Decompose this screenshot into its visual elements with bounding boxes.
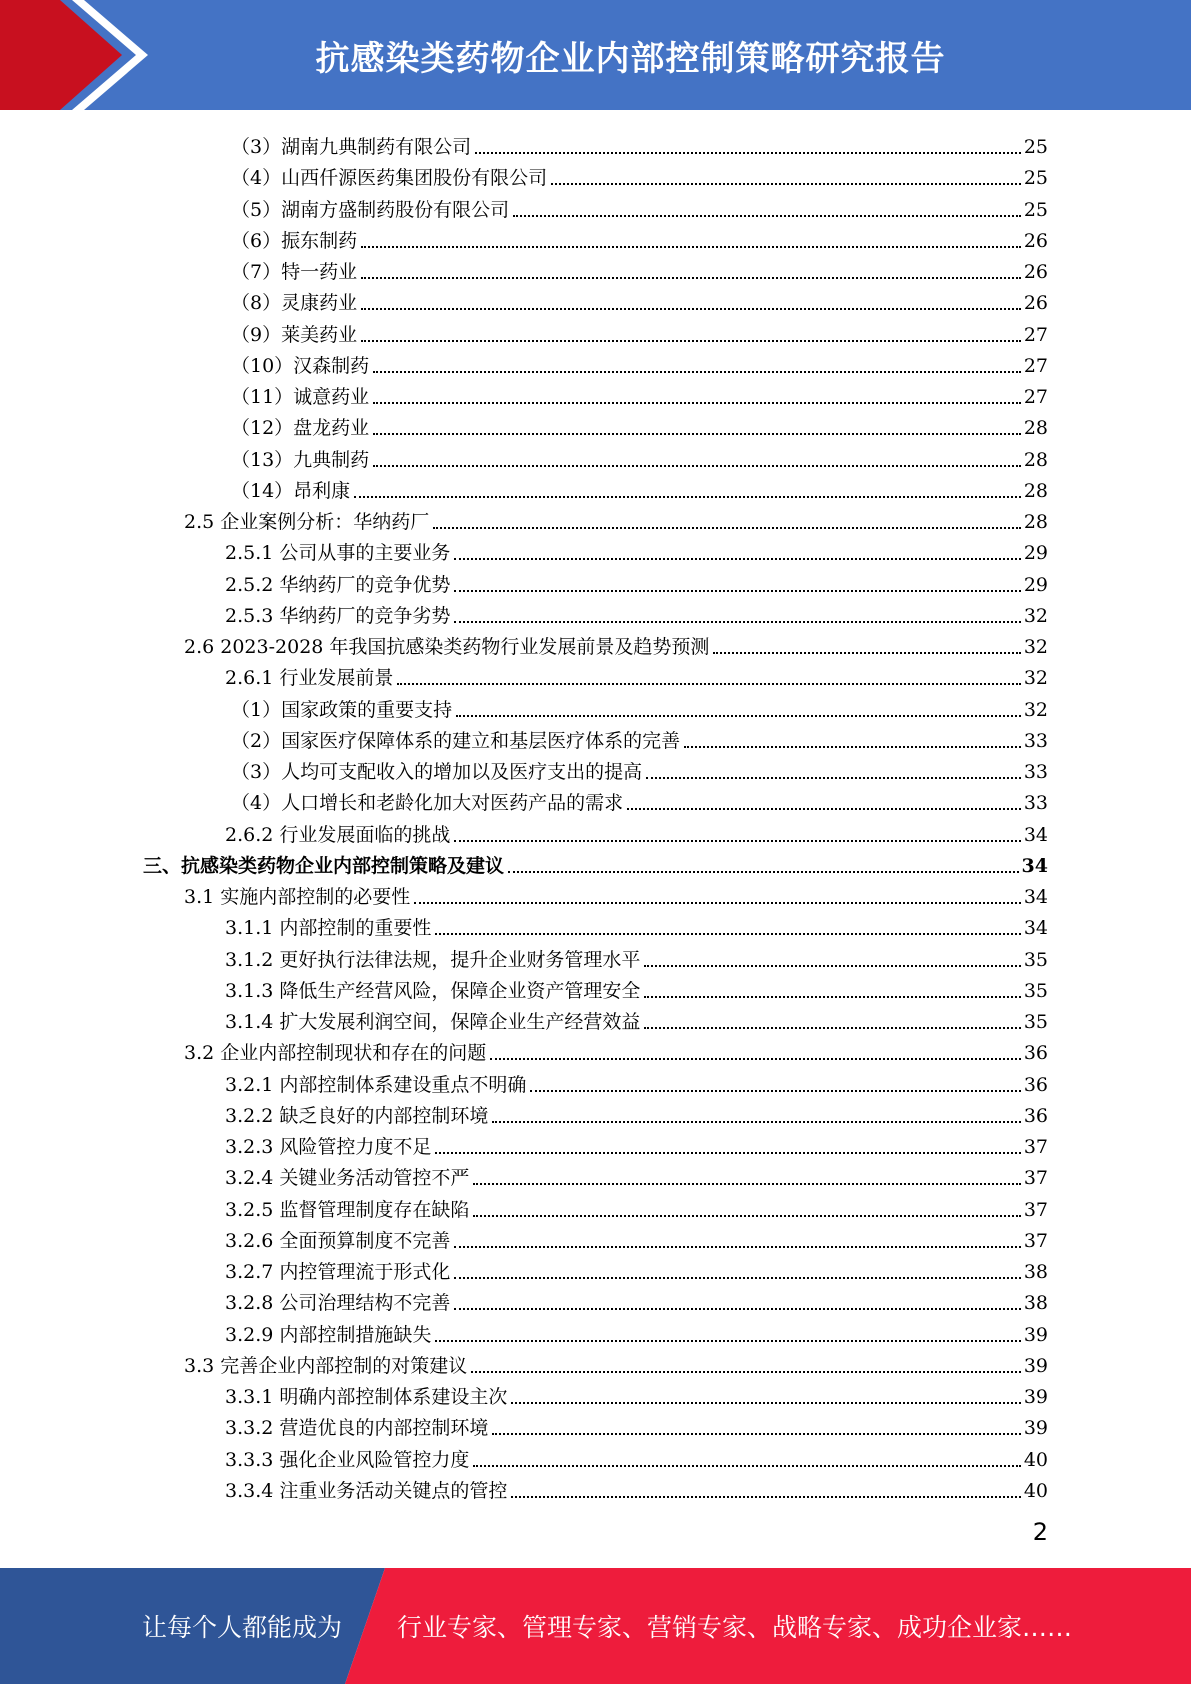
toc-entry-page: 32 [1023,667,1048,690]
toc-dot-leader [454,621,1020,623]
toc-entry[interactable] [184,1346,1048,1377]
toc-entry-page: 25 [1023,167,1048,190]
toc-entry[interactable] [231,221,1048,252]
toc-entry-page: 28 [1023,417,1048,440]
toc-entry-page: 35 [1023,948,1048,971]
toc-entry[interactable] [225,1283,1048,1314]
toc-entry-label: （10）汉森制药 [231,354,370,377]
toc-entry-label: （2）国家医疗保障体系的建立和基层医疗体系的完善 [231,729,681,752]
toc-entry-page: 38 [1023,1261,1048,1283]
toc-entry-page: 27 [1023,323,1048,346]
toc-entry-page: 27 [1023,386,1048,408]
toc-dot-leader [530,1090,1020,1092]
toc-entry[interactable] [225,1190,1048,1221]
toc-entry-label: （3）湖南九典制药有限公司 [231,136,472,158]
toc-entry-page: 26 [1023,261,1048,283]
toc-dot-leader [684,746,1021,748]
toc-entry[interactable] [225,1065,1048,1096]
toc-entry[interactable] [225,1471,1048,1502]
toc-dot-leader [644,1027,1020,1029]
toc-dot-leader [373,371,1021,373]
toc-entry-label: （13）九典制药 [231,448,370,471]
toc-entry[interactable] [184,502,1048,533]
toc-entry-label: 三、抗感染类药物企业内部控制策略及建议 [143,854,505,877]
toc-entry-page: 34 [1021,854,1048,877]
toc-entry-label: 3.2.3 风险管控力度不足 [225,1136,432,1158]
toc-entry-page: 37 [1023,1167,1048,1190]
toc-entry[interactable] [231,190,1048,221]
toc-entry-label: 3.3 完善企业内部控制的对策建议 [184,1354,468,1377]
toc-entry-page: 29 [1023,542,1048,565]
toc-entry[interactable] [225,1315,1048,1346]
toc-entry-page: 32 [1023,604,1048,627]
toc-dot-leader [433,527,1021,529]
toc-dot-leader [490,1058,1021,1060]
toc-entry-label: （11）诚意药业 [231,386,370,408]
toc-dot-leader [473,1215,1020,1217]
toc-entry-page: 33 [1023,761,1048,783]
toc-entry[interactable] [225,971,1048,1002]
toc-entry[interactable] [231,377,1048,408]
toc-entry-label: 3.2.9 内部控制措施缺失 [225,1323,432,1346]
toc-dot-leader [456,715,1021,717]
toc-entry-page: 34 [1023,917,1048,940]
toc-entry-label: 3.1 实施内部控制的必要性 [184,886,411,908]
toc-entry-label: （6）振东制药 [231,229,358,252]
toc-entry-page: 27 [1023,354,1048,377]
toc-entry-page: 37 [1023,1136,1048,1158]
chevron-arrow-icon [0,0,160,110]
toc-dot-leader [627,808,1021,810]
toc-dot-leader [454,1308,1020,1310]
toc-entry[interactable] [225,1096,1048,1127]
page-header [0,0,1191,110]
toc-entry[interactable] [225,1002,1048,1033]
toc-entry[interactable] [231,721,1048,752]
toc-entry-page: 33 [1023,792,1048,815]
toc-entry-label: 2.6.1 行业发展前景 [225,667,394,690]
toc-entry[interactable] [231,252,1048,283]
toc-entry[interactable] [225,1158,1048,1189]
toc-entry-page: 36 [1023,1042,1048,1065]
toc-dot-leader [435,933,1020,935]
toc-entry-label: 3.3.1 明确内部控制体系建设主次 [225,1386,508,1408]
toc-entry[interactable] [225,940,1048,971]
toc-entry[interactable] [231,408,1048,439]
toc-dot-leader [454,840,1020,842]
toc-entry-label: （3）人均可支配收入的增加以及医疗支出的提高 [231,761,643,783]
toc-entry-page: 39 [1023,1354,1048,1377]
toc-entry[interactable] [231,440,1048,471]
toc-entry-page: 33 [1023,729,1048,752]
toc-entry[interactable] [231,783,1048,814]
toc-dot-leader [475,152,1021,154]
toc-entry-page: 36 [1023,1104,1048,1127]
toc-entry[interactable] [231,315,1048,346]
toc-entry-label: （8）灵康药业 [231,292,358,315]
toc-entry-label: 2.5 企业案例分析：华纳药厂 [184,511,430,533]
toc-entry-label: （1）国家政策的重要支持 [231,698,453,721]
page-footer [0,1568,1191,1684]
toc-entry-label: 3.1.3 降低生产经营风险，保障企业资产管理安全 [225,979,641,1002]
toc-entry-page: 39 [1023,1417,1048,1440]
toc-entry-page: 28 [1023,511,1048,533]
toc-entry-page: 39 [1023,1323,1048,1346]
toc-entry-label: 3.2.2 缺乏良好的内部控制环境 [225,1104,489,1127]
toc-dot-leader [373,433,1021,435]
toc-dot-leader [473,1183,1020,1185]
toc-entry[interactable] [225,1377,1048,1408]
toc-dot-leader [492,1121,1020,1123]
toc-dot-leader [414,902,1021,904]
toc-dot-leader [454,1277,1020,1279]
toc-entry-label: 3.2 企业内部控制现状和存在的问题 [184,1042,487,1065]
toc-dot-leader [361,340,1021,342]
toc-entry-label: （4）人口增长和老龄化加大对医药产品的需求 [231,792,624,815]
toc-entry[interactable] [225,565,1048,596]
toc-entry-page: 34 [1023,886,1048,908]
toc-entry-page: 25 [1023,136,1048,158]
toc-dot-leader [361,277,1021,279]
toc-dot-leader [454,590,1020,592]
toc-entry-page: 38 [1023,1292,1048,1315]
toc-entry-label: 3.2.5 监督管理制度存在缺陷 [225,1198,470,1221]
toc-entry-page: 35 [1023,1011,1048,1033]
toc-dot-leader [454,1246,1020,1248]
toc-dot-leader [373,465,1021,467]
toc-entry[interactable] [225,1252,1048,1283]
toc-entry-page: 26 [1023,292,1048,315]
toc-entry-label: 3.1.2 更好执行法律法规，提升企业财务管理水平 [225,948,641,971]
toc-entry-label: 3.2.6 全面预算制度不完善 [225,1229,451,1252]
toc-entry-label: （12）盘龙药业 [231,417,370,440]
toc-entry[interactable] [184,877,1048,908]
toc-dot-leader [397,683,1020,685]
toc-entry-label: 2.5.2 华纳药厂的竞争优势 [225,573,451,596]
toc-entry-label: 2.5.1 公司从事的主要业务 [225,542,451,565]
toc-dot-leader [513,215,1021,217]
document-title: 抗感染类药物企业内部控制策略研究报告 [315,38,946,79]
toc-entry-page: 37 [1023,1198,1048,1221]
toc-entry[interactable] [225,533,1048,564]
toc-entry-label: 2.6 2023-2028 年我国抗感染类药物行业发展前景及趋势预测 [184,636,710,658]
toc-entry-label: （14）昂利康 [231,479,351,502]
toc-entry[interactable] [225,908,1048,939]
toc-dot-leader [646,777,1021,779]
toc-dot-leader [435,1340,1020,1342]
toc-entry[interactable] [231,690,1048,721]
toc-entry[interactable] [225,1440,1048,1471]
toc-dot-leader [551,183,1021,185]
toc-dot-leader [508,871,1019,873]
toc-entry[interactable] [225,596,1048,627]
toc-dot-leader [713,652,1020,654]
toc-dot-leader [361,246,1021,248]
toc-entry-page: 28 [1023,479,1048,502]
toc-dot-leader [644,965,1020,967]
toc-entry[interactable] [231,752,1048,783]
toc-dot-leader [511,1402,1020,1404]
toc-entry-page: 39 [1023,1386,1048,1408]
toc-entry-page: 34 [1023,823,1048,846]
toc-entry-page: 36 [1023,1073,1048,1096]
toc-entry-label: （4）山西仟源医药集团股份有限公司 [231,167,548,190]
toc-entry-label: 3.3.4 注重业务活动关键点的管控 [225,1479,508,1502]
toc-entry[interactable] [225,1127,1048,1158]
toc-entry[interactable] [225,658,1048,689]
toc-entry-label: 3.2.8 公司治理结构不完善 [225,1292,451,1315]
toc-entry[interactable] [225,1221,1048,1252]
toc-entry-page: 32 [1023,698,1048,721]
toc-dot-leader [454,558,1020,560]
toc-entry-page: 29 [1023,573,1048,596]
toc-entry-label: 2.5.3 华纳药厂的竞争劣势 [225,604,451,627]
toc-entry[interactable] [231,158,1048,189]
toc-entry-page: 32 [1023,636,1048,658]
toc-entry[interactable] [231,283,1048,314]
toc-entry[interactable] [231,346,1048,377]
toc-dot-leader [373,402,1021,404]
toc-entry-page: 25 [1023,198,1048,221]
toc-entry[interactable] [231,127,1048,158]
toc-entry-label: 3.3.2 营造优良的内部控制环境 [225,1417,489,1440]
toc-entry[interactable] [225,1408,1048,1439]
toc-dot-leader [435,1152,1020,1154]
toc-entry[interactable] [143,846,1048,877]
toc-entry-page: 40 [1023,1479,1048,1502]
page-number: 2 [1032,1518,1048,1546]
toc-entry-label: 2.6.2 行业发展面临的挑战 [225,823,451,846]
toc-entry-page: 37 [1023,1229,1048,1252]
toc-entry-label: 3.2.4 关键业务活动管控不严 [225,1167,470,1190]
toc-dot-leader [511,1496,1020,1498]
toc-dot-leader [644,996,1020,998]
toc-entry-label: 3.2.7 内控管理流于形式化 [225,1261,451,1283]
toc-entry-label: （7）特一药业 [231,261,358,283]
toc-entry-label: 3.1.4 扩大发展利润空间，保障企业生产经营效益 [225,1011,641,1033]
toc-dot-leader [471,1371,1021,1373]
toc-entry-label: 3.2.1 内部控制体系建设重点不明确 [225,1073,527,1096]
toc-entry-page: 35 [1023,979,1048,1002]
toc-entry-label: （5）湖南方盛制药股份有限公司 [231,198,510,221]
toc-entry-label: 3.1.1 内部控制的重要性 [225,917,432,940]
toc-dot-leader [473,1465,1020,1467]
toc-entry[interactable] [184,627,1048,658]
toc-entry-page: 28 [1023,448,1048,471]
toc-dot-leader [361,308,1021,310]
toc-entry-page: 40 [1023,1448,1048,1471]
toc-dot-leader [492,1433,1020,1435]
toc-entry-label: （9）莱美药业 [231,323,358,346]
toc-dot-leader [354,496,1021,498]
footer-slogan-right: 行业专家、管理专家、营销专家、战略专家、成功企业家…… [397,1613,1073,1642]
toc-entry-label: 3.3.3 强化企业风险管控力度 [225,1448,470,1471]
toc-entry[interactable] [225,815,1048,846]
toc-entry[interactable] [231,471,1048,502]
toc-entry-page: 26 [1023,229,1048,252]
footer-slogan-left: 让每个人都能成为 [142,1613,343,1642]
toc-entry[interactable] [184,1033,1048,1064]
